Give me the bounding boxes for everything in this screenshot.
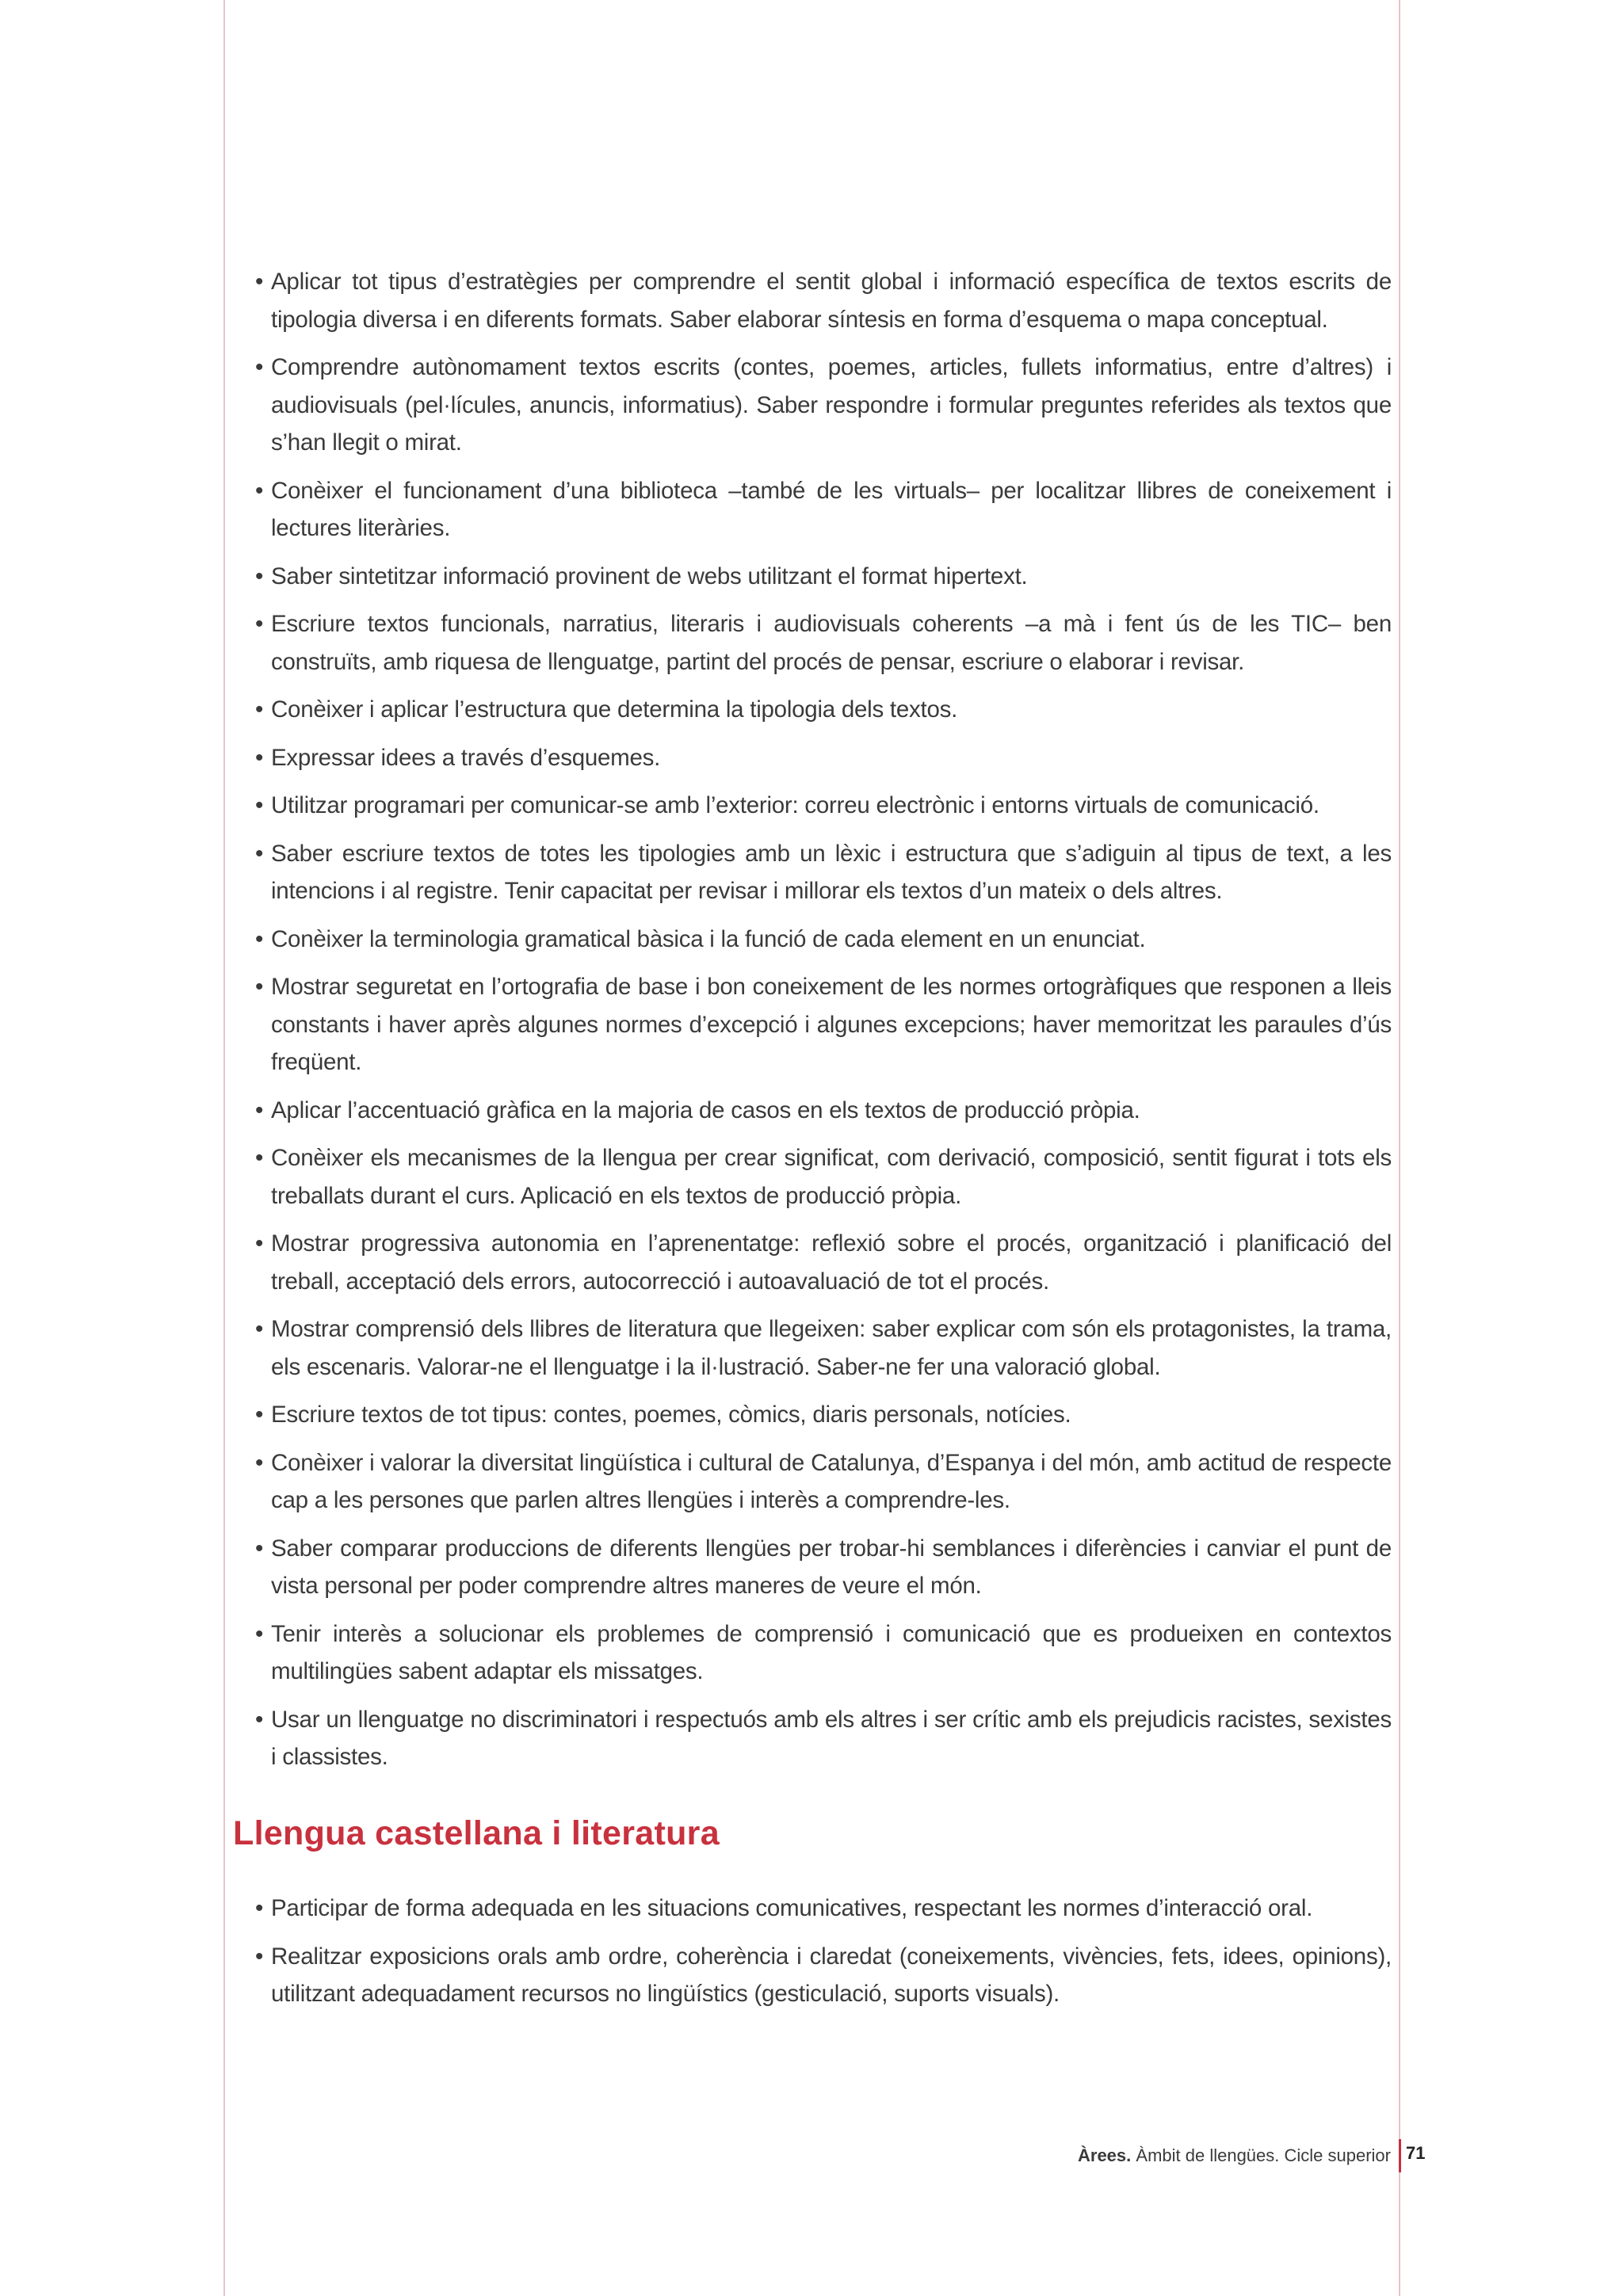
bullet-marker: • (255, 1402, 264, 1428)
list-item-text: Aplicar l’accentuació gràfica en la majoria de casos en els textos de producció pròpia. (271, 1097, 1140, 1123)
list-item (255, 1701, 1392, 1776)
list-item (255, 263, 1392, 338)
list-item-text: Conèixer i valorar la diversitat lingüística i cultural de Catalunya, d’Espanya i del món, amb actitud de respecte cap a les persones que parlen altres llengües i interès a comprendre-les. (271, 1449, 1392, 1513)
list-item (255, 1530, 1392, 1605)
list-item (255, 968, 1392, 1081)
list-item (255, 1938, 1392, 2013)
list-item (255, 691, 1392, 729)
footer-area-label: Àrees. (1078, 2145, 1132, 2165)
left-margin-rule (223, 0, 225, 2296)
bullet-marker: • (255, 925, 264, 952)
castellana-objectives-list (255, 1890, 1392, 2013)
bullet-marker: • (255, 1895, 264, 1921)
list-item-text: Escriure textos funcionals, narratius, literaris i audiovisuals coherents –a mà i fent ús de les TIC– ben construïts, amb riquesa de llenguatge, partint del procés de pensar, escriure o elaborar i revisar. (271, 611, 1392, 675)
list-item-text: Utilitzar programari per comunicar-se amb l’exterior: correu electrònic i entorns virtuals de comunicació. (271, 792, 1319, 818)
list-item-text: Mostrar seguretat en l’ortografia de base i bon coneixement de les normes ortogràfiques que responen a lleis constants i haver après algunes normes d’excepció i algunes excepcions; haver memoritzat les paraules d’ús freqüent. (271, 974, 1392, 1075)
bullet-marker: • (255, 1449, 264, 1476)
castellana-list-section (255, 1890, 1392, 2023)
list-item (255, 558, 1392, 596)
list-item (255, 472, 1392, 547)
bullet-marker: • (255, 477, 264, 504)
bullet-marker: • (255, 840, 264, 867)
bullet-marker: • (255, 1706, 264, 1733)
bullet-marker: • (255, 974, 264, 1000)
list-item-text: Saber escriure textos de totes les tipologies amb un lèxic i estructura que s’adiguin al tipus de text, a les intencions i al registre. Tenir capacitat per revisar i millorar els textos d’un mateix o dels altres. (271, 840, 1392, 904)
list-item (255, 605, 1392, 681)
list-item-text: Saber comparar produccions de diferents llengües per trobar-hi semblances i diferències i canviar el punt de vista personal per poder comprendre altres maneres de veure el món. (271, 1535, 1392, 1599)
bullet-marker: • (255, 354, 264, 380)
bullet-marker: • (255, 611, 264, 637)
bullet-marker: • (255, 1230, 264, 1257)
bullet-marker: • (255, 696, 264, 723)
list-item-text: Conèixer el funcionament d’una biblioteca –també de les virtuals– per localitzar llibres de coneixement i lectures literàries. (271, 477, 1392, 541)
footer-separator (1399, 2139, 1401, 2172)
section-title: Llengua castellana i literatura (233, 1814, 720, 1852)
list-item (255, 349, 1392, 462)
list-item (255, 1225, 1392, 1300)
list-item (255, 835, 1392, 910)
bullet-marker: • (255, 1145, 264, 1171)
list-item (255, 1890, 1392, 1928)
list-item (255, 1310, 1392, 1386)
list-item (255, 1615, 1392, 1691)
list-item-text: Mostrar progressiva autonomia en l’aprenentatge: reflexió sobre el procés, organització i planificació del treball, acceptació dels errors, autocorrecció i autoavaluació de tot el procés. (271, 1230, 1392, 1295)
bullet-marker: • (255, 563, 264, 589)
list-item (255, 739, 1392, 777)
list-item-text: Conèixer i aplicar l’estructura que determina la tipologia dels textos. (271, 696, 958, 723)
bullet-marker: • (255, 744, 264, 771)
list-item (255, 1444, 1392, 1520)
objectives-list-section (255, 263, 1392, 1787)
objectives-list (255, 263, 1392, 1776)
bullet-marker: • (255, 1620, 264, 1647)
list-item (255, 921, 1392, 959)
list-item (255, 1092, 1392, 1130)
list-item-text: Usar un llenguatge no discriminatori i respectuós amb els altres i ser crític amb els prejudicis racistes, sexistes i classistes. (271, 1706, 1392, 1770)
list-item (255, 1139, 1392, 1215)
bullet-marker: • (255, 1943, 264, 1970)
bullet-marker: • (255, 1316, 264, 1342)
list-item-text: Tenir interès a solucionar els problemes de comprensió i comunicació que es produeixen en contextos multilingües sabent adaptar els missatges. (271, 1620, 1392, 1684)
list-item-text: Conèixer la terminologia gramatical bàsica i la funció de cada element en un enunciat. (271, 925, 1146, 952)
list-item-text: Saber sintetitzar informació provinent de webs utilitzant el format hipertext. (271, 563, 1028, 589)
bullet-marker: • (255, 269, 264, 295)
list-item-text: Participar de forma adequada en les situacions comunicatives, respectant les normes d’interacció oral. (271, 1895, 1313, 1921)
list-item-text: Mostrar comprensió dels llibres de literatura que llegeixen: saber explicar com són els protagonistes, la trama, els escenaris. Valorar-ne el llenguatge i la il·lustració. Saber-ne fer una valoració global. (271, 1316, 1392, 1380)
list-item-text: Conèixer els mecanismes de la llengua per crear significat, com derivació, composició, sentit figurat i tots els treballats durant el curs. Aplicació en els textos de producció pròpia. (271, 1145, 1392, 1209)
list-item (255, 787, 1392, 825)
list-item-text: Realitzar exposicions orals amb ordre, coherència i claredat (coneixements, vivències, fets, idees, opinions), utilitzant adequadament recursos no lingüístics (gesticulació, suports visuals). (271, 1943, 1392, 2007)
footer-running-title: Àmbit de llengües. Cicle superior (1131, 2145, 1391, 2165)
list-item-text: Comprendre autònomament textos escrits (contes, poemes, articles, fullets informatius, entre d’altres) i audiovisuals (pel·lícules, anuncis, informatius). Saber respondre i formular preguntes referides als textos que s’han llegit o mirat. (271, 354, 1392, 456)
right-margin-rule (1399, 0, 1400, 2296)
list-item-text: Aplicar tot tipus d’estratègies per comprendre el sentit global i informació específica de textos escrits de tipologia diversa i en diferents formats. Saber elaborar síntesis en forma d’esquema o mapa conceptual. (271, 269, 1392, 333)
page-footer (951, 2145, 1391, 2166)
bullet-marker: • (255, 792, 264, 818)
list-item-text: Expressar idees a través d’esquemes. (271, 744, 661, 771)
list-item (255, 1396, 1392, 1434)
list-item-text: Escriure textos de tot tipus: contes, poemes, còmics, diaris personals, notícies. (271, 1402, 1071, 1428)
bullet-marker: • (255, 1097, 264, 1123)
page-number: 71 (1406, 2143, 1426, 2163)
bullet-marker: • (255, 1535, 264, 1562)
